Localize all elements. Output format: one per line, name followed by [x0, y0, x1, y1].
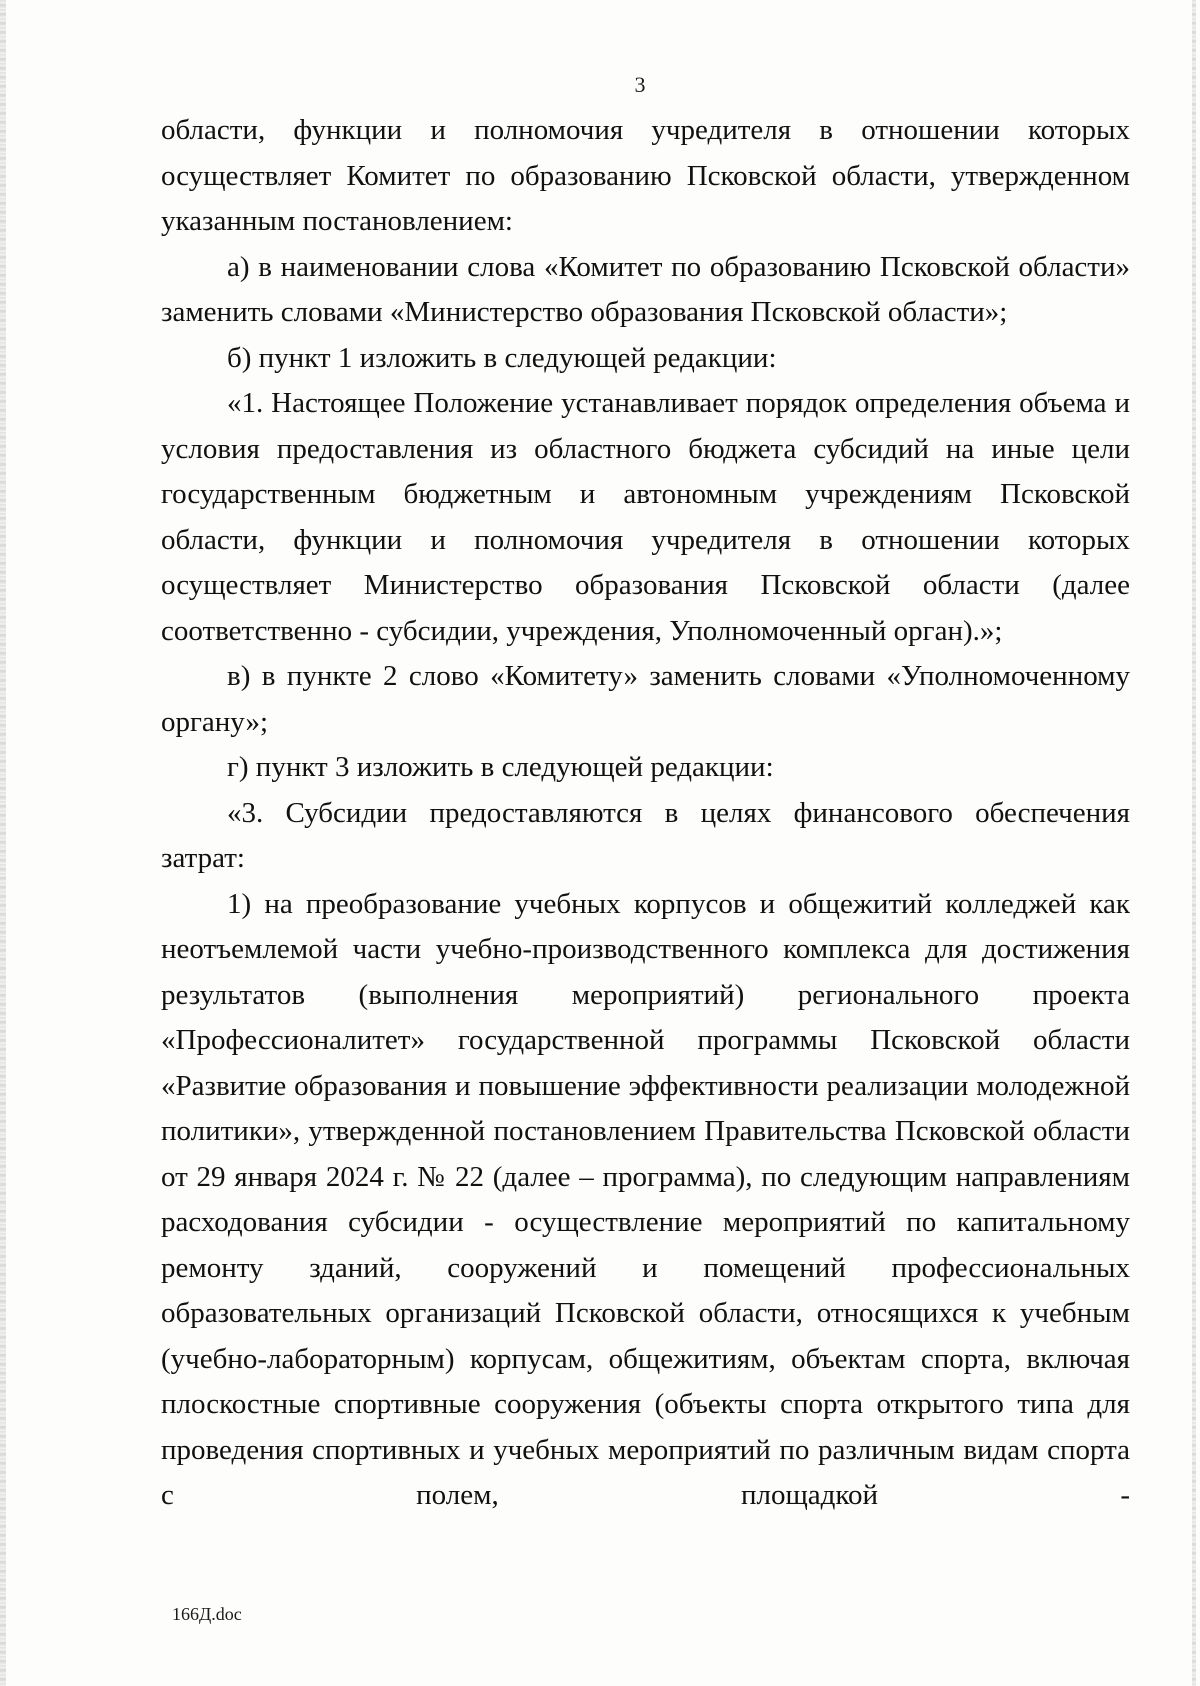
scan-edge-right: [1192, 0, 1196, 1686]
paragraph-subclause-1: 1) на преобразование учебных корпусов и общежитий колледжей как неотъемлемой части учебно-производственного комплекса для достижения результатов (выполнения мероприятий) регионального проекта «Профессионалитет» государственной программы Псковской области «Развитие образования и повышение эффективности реализации молодежной политики», утвержденной постановлением Правительства Псковской области от 29 января 2024 г. № 22 (далее – программа), по следующим направлениям расходования субсидии - осуществление мероприятий по капитальному ремонту зданий, сооружений и помещений профессиональных образовательных организаций Псковской области, относящихся к учебным (учебно-лабораторным) корпусам, общежитиям, объектам спорта, включая плоскостные спортивные сооружения (объекты спорта открытого типа для проведения спортивных и учебных мероприятий по различным видам спорта с полем, площадкой -: [161, 887, 1130, 1511]
paragraph-item-a: а) в наименовании слова «Комитет по образованию Псковской области» заменить словами «Министерство образования Псковской области»;: [161, 250, 1130, 328]
paragraph-item-g: г) пункт 3 изложить в следующей редакции:: [227, 751, 774, 783]
paragraph-clause-1: «1. Настоящее Положение устанавливает порядок определения объема и условия предоставления из областного бюджета субсидий на иные цели государственным бюджетным и автономным учреждениям Псковской области, функции и полномочия учредителя в отношении которых осуществляет Министерство образования Псковской области (далее соответственно - субсидии, учреждения, Уполномоченный орган).»;: [161, 387, 1130, 647]
document-body: [161, 108, 1130, 1519]
paragraph-item-b: б) пункт 1 изложить в следующей редакции:: [227, 341, 777, 374]
paragraph-item-v: в) в пункте 2 слово «Комитету» заменить словами «Уполномоченному органу»;: [161, 660, 1130, 738]
page-number: 3: [634, 72, 646, 97]
paragraph-continuation: области, функции и полномочия учредителя в отношении которых осуществляет Комитет по образованию Псковской области, утвержденном указанным постановлением:: [161, 114, 1130, 237]
paragraph-clause-3: «3. Субсидии предоставляются в целях финансового обеспечения затрат:: [161, 796, 1130, 874]
footer-document-code: 166Д.doc: [172, 1604, 242, 1624]
scan-edge-left: [0, 0, 6, 1686]
